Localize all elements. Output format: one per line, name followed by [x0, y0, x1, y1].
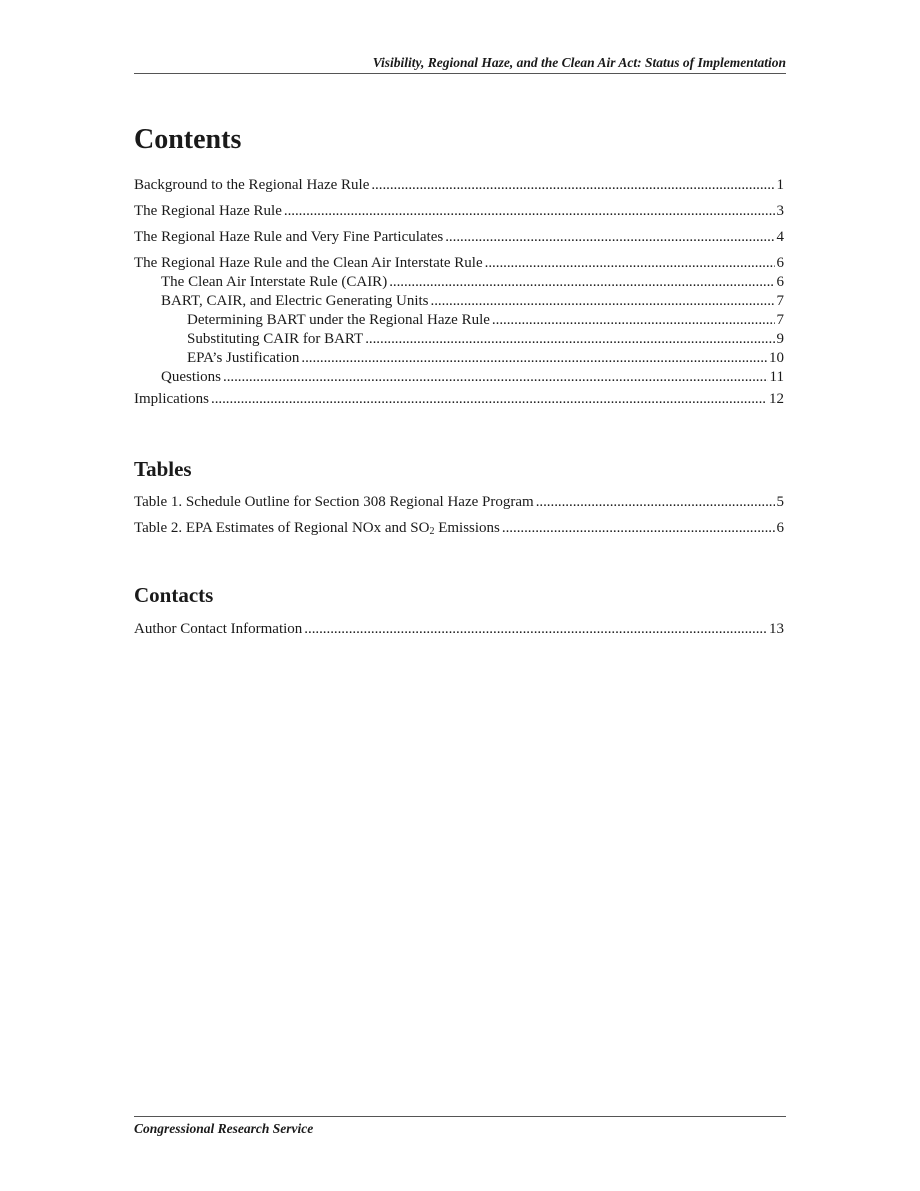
toc-entry-title	[134, 519, 502, 538]
dot-leader	[389, 273, 774, 292]
toc-subsubentry[interactable]	[134, 349, 784, 368]
toc-subentry[interactable]	[134, 368, 784, 387]
toc-entry-page: 7	[776, 312, 784, 328]
toc-entry-page: 13	[769, 621, 784, 637]
running-header: Visibility, Regional Haze, and the Clean Air Act: Status of Implementation	[134, 55, 786, 74]
toc-entry[interactable]	[134, 176, 784, 195]
toc-entry-page: 12	[769, 391, 784, 407]
toc-entry[interactable]	[134, 620, 784, 639]
dot-leader	[492, 311, 775, 330]
dot-leader	[536, 493, 775, 512]
dot-leader	[223, 368, 768, 387]
toc-entry-title: Author Contact Information	[134, 621, 303, 637]
toc-entry-title: The Clean Air Interstate Rule (CAIR)	[161, 274, 388, 290]
toc-entry-page: 9	[776, 331, 784, 347]
toc-entry-title: BART, CAIR, and Electric Generating Units	[161, 293, 429, 309]
toc-entry-page: 5	[776, 494, 784, 510]
toc-entry-page: 10	[769, 350, 784, 366]
toc-entry-page: 3	[776, 203, 784, 219]
dot-leader	[502, 519, 775, 538]
title-suffix: Emissions	[434, 520, 500, 536]
toc-entry[interactable]	[134, 202, 784, 221]
toc-entry-title: Implications	[134, 391, 209, 407]
toc-entry-title: Determining BART under the Regional Haze Rule	[187, 312, 490, 328]
contacts-heading: Contacts	[134, 583, 214, 607]
dot-leader	[485, 254, 775, 273]
toc-entry-page: 4	[776, 229, 784, 245]
toc-subsubentry[interactable]	[134, 311, 784, 330]
dot-leader	[211, 390, 767, 409]
toc-subentry[interactable]	[134, 292, 784, 311]
tables-heading: Tables	[134, 457, 192, 481]
toc-entry[interactable]	[134, 390, 784, 409]
toc-entry-title: The Regional Haze Rule	[134, 203, 282, 219]
title-prefix: Table 2. EPA Estimates of Regional NOx and SO	[134, 520, 430, 536]
toc-entry-page: 6	[776, 274, 784, 290]
toc-entry-page: 7	[776, 293, 784, 309]
toc-subsubentry[interactable]	[134, 330, 784, 349]
toc-entry[interactable]	[134, 254, 784, 273]
toc-entry-page: 1	[776, 177, 784, 193]
dot-leader	[301, 349, 767, 368]
running-footer: Congressional Research Service	[134, 1116, 786, 1137]
dot-leader	[431, 292, 775, 311]
toc-entry-page: 6	[776, 520, 784, 536]
toc-subentry[interactable]	[134, 273, 784, 292]
toc-entry[interactable]	[134, 228, 784, 247]
dot-leader	[365, 330, 774, 349]
subscript: 2	[429, 526, 435, 537]
toc-entry-page: 11	[769, 369, 784, 385]
toc-entry-page: 6	[776, 255, 784, 271]
toc-entry-title: Background to the Regional Haze Rule	[134, 177, 370, 193]
toc-entry-title: EPA’s Justification	[187, 350, 300, 366]
toc-entry-title: Substituting CAIR for BART	[187, 331, 364, 347]
toc-entry-title: The Regional Haze Rule and Very Fine Particulates	[134, 229, 444, 245]
dot-leader	[445, 228, 774, 247]
toc-entry-title: Table 1. Schedule Outline for Section 308 Regional Haze Program	[134, 494, 534, 510]
contents-list	[134, 176, 784, 409]
tables-list	[134, 493, 784, 538]
dot-leader	[304, 620, 767, 639]
contents-heading: Contents	[134, 124, 242, 155]
contacts-list	[134, 620, 784, 639]
dot-leader	[371, 176, 774, 195]
dot-leader	[284, 202, 775, 221]
toc-entry-title: Questions	[161, 369, 221, 385]
toc-entry-title: The Regional Haze Rule and the Clean Air Interstate Rule	[134, 255, 483, 271]
toc-entry[interactable]	[134, 493, 784, 512]
toc-entry[interactable]	[134, 519, 784, 538]
